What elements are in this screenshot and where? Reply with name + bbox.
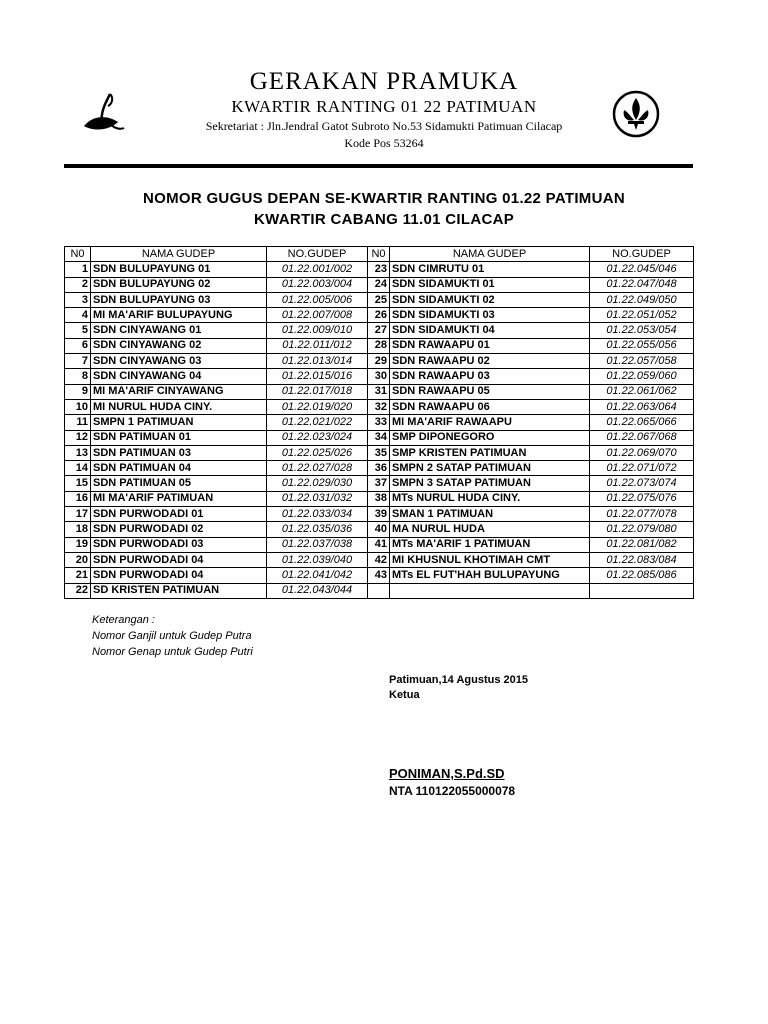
cell-right-name: SMPN 2 SATAP PATIMUAN (390, 461, 590, 476)
cell-left-name: SDN PURWODADI 01 (91, 507, 267, 522)
header-name: NAMA GUDEP (390, 247, 590, 262)
table-row (65, 384, 694, 399)
cell-left-no: 8 (65, 369, 91, 384)
signatory-name: PONIMAN,S.Pd.SD (389, 766, 505, 781)
cell-right-code: 01.22.047/048 (590, 277, 694, 292)
cell-right-no: 35 (368, 445, 390, 460)
table-row (65, 323, 694, 338)
cell-left-code: 01.22.013/014 (267, 354, 368, 369)
table-row (65, 552, 694, 567)
cell-right-code: 01.22.055/056 (590, 338, 694, 353)
cell-right-name: SDN RAWAAPU 03 (390, 369, 590, 384)
cell-left-name: SDN BULUPAYUNG 01 (91, 262, 267, 277)
cell-left-no: 9 (65, 384, 91, 399)
header-no: N0 (65, 247, 91, 262)
cell-left-code: 01.22.011/012 (267, 338, 368, 353)
table-row (65, 292, 694, 307)
cell-right-code: 01.22.057/058 (590, 354, 694, 369)
cell-right-name: MI MA'ARIF RAWAAPU (390, 415, 590, 430)
cell-right-code (590, 583, 694, 598)
cell-left-code: 01.22.029/030 (267, 476, 368, 491)
cell-left-name: SDN BULUPAYUNG 03 (91, 292, 267, 307)
cell-left-no: 18 (65, 522, 91, 537)
notes (92, 612, 253, 660)
cell-left-name: SDN PURWODADI 04 (91, 552, 267, 567)
cell-right-name: MTs NURUL HUDA CINY. (390, 491, 590, 506)
cell-left-name: SDN CINYAWANG 04 (91, 369, 267, 384)
cell-left-code: 01.22.039/040 (267, 552, 368, 567)
cell-right-name: SMAN 1 PATIMUAN (390, 507, 590, 522)
cell-right-name: SDN CIMRUTU 01 (390, 262, 590, 277)
cell-left-no: 14 (65, 461, 91, 476)
cell-right-no: 33 (368, 415, 390, 430)
cell-right-name: SDN RAWAAPU 05 (390, 384, 590, 399)
cell-right-no: 31 (368, 384, 390, 399)
scout-emblem-icon (612, 90, 660, 143)
cell-right-name: SDN SIDAMUKTI 02 (390, 292, 590, 307)
cell-right-name: SDN SIDAMUKTI 01 (390, 277, 590, 292)
cell-left-no: 21 (65, 568, 91, 583)
signatory-nta: NTA 110122055000078 (389, 784, 516, 798)
cell-right-name: MTs MA'ARIF 1 PATIMUAN (390, 537, 590, 552)
cell-left-no: 13 (65, 445, 91, 460)
cell-right-no: 41 (368, 537, 390, 552)
cell-right-name: MI KHUSNUL KHOTIMAH CMT (390, 552, 590, 567)
org-postal-code: Kode Pos 53264 (344, 136, 424, 150)
cell-right-no: 36 (368, 461, 390, 476)
cell-right-code: 01.22.081/082 (590, 537, 694, 552)
org-subtitle: KWARTIR RANTING 01 22 PATIMUAN (231, 97, 537, 116)
cell-left-code: 01.22.019/020 (267, 399, 368, 414)
table-row (65, 461, 694, 476)
table-row (65, 568, 694, 583)
cell-right-name: SDN RAWAAPU 02 (390, 354, 590, 369)
cell-left-no: 15 (65, 476, 91, 491)
cell-right-code: 01.22.065/066 (590, 415, 694, 430)
cell-right-name: SMP KRISTEN PATIMUAN (390, 445, 590, 460)
cell-right-code: 01.22.069/070 (590, 445, 694, 460)
cell-right-no: 40 (368, 522, 390, 537)
cell-left-no: 5 (65, 323, 91, 338)
cell-right-no: 32 (368, 399, 390, 414)
table-row (65, 583, 694, 598)
cell-right-code: 01.22.083/084 (590, 552, 694, 567)
cell-left-name: SDN BULUPAYUNG 02 (91, 277, 267, 292)
cell-right-code: 01.22.079/080 (590, 522, 694, 537)
letterhead (0, 60, 768, 170)
cell-left-code: 01.22.043/044 (267, 583, 368, 598)
cell-left-name: MI MA'ARIF BULUPAYUNG (91, 308, 267, 323)
cell-left-name: SDN PATIMUAN 05 (91, 476, 267, 491)
cell-left-name: MI NURUL HUDA CINY. (91, 399, 267, 414)
cell-right-no: 43 (368, 568, 390, 583)
cell-left-code: 01.22.007/008 (267, 308, 368, 323)
document-title-line-2: KWARTIR CABANG 11.01 CILACAP (253, 211, 515, 228)
cell-right-code: 01.22.049/050 (590, 292, 694, 307)
cell-left-no: 19 (65, 537, 91, 552)
cell-right-name: MA NURUL HUDA (390, 522, 590, 537)
cell-right-no: 27 (368, 323, 390, 338)
cell-left-no: 12 (65, 430, 91, 445)
cell-left-code: 01.22.041/042 (267, 568, 368, 583)
cell-left-name: MI MA'ARIF CINYAWANG (91, 384, 267, 399)
cell-left-code: 01.22.001/002 (267, 262, 368, 277)
org-address: Sekretariat : Jln.Jendral Gatot Subroto No.53 Sidamukti Patimuan Cilacap (205, 119, 563, 133)
cell-left-name: SDN PURWODADI 02 (91, 522, 267, 537)
cell-left-name: SDN PURWODADI 04 (91, 568, 267, 583)
cell-right-code: 01.22.063/064 (590, 399, 694, 414)
cell-right-name: SDN SIDAMUKTI 04 (390, 323, 590, 338)
cell-left-name: SDN PURWODADI 03 (91, 537, 267, 552)
cell-right-code: 01.22.061/062 (590, 384, 694, 399)
org-title: GERAKAN PRAMUKA (249, 68, 519, 95)
sign-place-date: Patimuan,14 Agustus 2015 (389, 674, 528, 686)
cell-left-code: 01.22.025/026 (267, 445, 368, 460)
cell-right-code: 01.22.075/076 (590, 491, 694, 506)
cell-right-name: SMPN 3 SATAP PATIMUAN (390, 476, 590, 491)
cell-left-name: SDN PATIMUAN 01 (91, 430, 267, 445)
cell-left-code: 01.22.017/018 (267, 384, 368, 399)
cell-left-code: 01.22.005/006 (267, 292, 368, 307)
cell-left-no: 1 (65, 262, 91, 277)
table-row (65, 338, 694, 353)
cell-left-name: SDN CINYAWANG 03 (91, 354, 267, 369)
gudep-table (64, 246, 694, 599)
cell-left-no: 22 (65, 583, 91, 598)
table-row (65, 415, 694, 430)
cell-left-code: 01.22.033/034 (267, 507, 368, 522)
table-row (65, 354, 694, 369)
header-name: NAMA GUDEP (91, 247, 267, 262)
sign-role: Ketua (389, 689, 420, 701)
cell-right-no: 34 (368, 430, 390, 445)
cell-left-code: 01.22.009/010 (267, 323, 368, 338)
table-row (65, 522, 694, 537)
cell-right-no (368, 583, 390, 598)
cell-left-name: MI MA'ARIF PATIMUAN (91, 491, 267, 506)
table-row (65, 476, 694, 491)
cell-left-code: 01.22.027/028 (267, 461, 368, 476)
table-row (65, 369, 694, 384)
cell-right-no: 37 (368, 476, 390, 491)
cell-right-no: 29 (368, 354, 390, 369)
table-row (65, 399, 694, 414)
cell-left-name: SDN PATIMUAN 03 (91, 445, 267, 460)
cell-left-no: 16 (65, 491, 91, 506)
table-row (65, 507, 694, 522)
cell-left-name: SD KRISTEN PATIMUAN (91, 583, 267, 598)
cell-right-no: 28 (368, 338, 390, 353)
header-code: NO.GUDEP (267, 247, 368, 262)
cell-left-no: 10 (65, 399, 91, 414)
table-row (65, 277, 694, 292)
cell-left-code: 01.22.035/036 (267, 522, 368, 537)
cell-left-code: 01.22.003/004 (267, 277, 368, 292)
cell-right-code: 01.22.085/086 (590, 568, 694, 583)
cell-left-code: 01.22.031/032 (267, 491, 368, 506)
cell-right-name: MTs EL FUT'HAH BULUPAYUNG (390, 568, 590, 583)
header-no: N0 (368, 247, 390, 262)
cell-right-no: 42 (368, 552, 390, 567)
notes-heading: Keterangan : (92, 614, 155, 626)
cell-right-name: SMP DIPONEGORO (390, 430, 590, 445)
table-row (65, 308, 694, 323)
cell-right-code: 01.22.067/068 (590, 430, 694, 445)
notes-line: Nomor Ganjil untuk Gudep Putra (92, 630, 252, 642)
cell-right-name: SDN RAWAAPU 06 (390, 399, 590, 414)
cell-left-code: 01.22.015/016 (267, 369, 368, 384)
cell-left-code: 01.22.023/024 (267, 430, 368, 445)
cell-right-no: 30 (368, 369, 390, 384)
cell-left-code: 01.22.021/022 (267, 415, 368, 430)
cell-left-name: SDN CINYAWANG 01 (91, 323, 267, 338)
cell-right-no: 26 (368, 308, 390, 323)
cell-left-no: 17 (65, 507, 91, 522)
cell-right-code: 01.22.071/072 (590, 461, 694, 476)
cell-left-no: 20 (65, 552, 91, 567)
cell-right-no: 23 (368, 262, 390, 277)
cell-left-no: 7 (65, 354, 91, 369)
cell-right-code: 01.22.053/054 (590, 323, 694, 338)
cell-right-code: 01.22.077/078 (590, 507, 694, 522)
table-row (65, 262, 694, 277)
cell-right-no: 38 (368, 491, 390, 506)
cell-right-no: 24 (368, 277, 390, 292)
cell-left-name: SDN CINYAWANG 02 (91, 338, 267, 353)
cell-right-name: SDN SIDAMUKTI 03 (390, 308, 590, 323)
document-title-line-1: NOMOR GUGUS DEPAN SE-KWARTIR RANTING 01.22 PATIMUAN (143, 190, 625, 207)
notes-line: Nomor Genap untuk Gudep Putri (92, 646, 253, 658)
header-code: NO.GUDEP (590, 247, 694, 262)
cell-right-code: 01.22.045/046 (590, 262, 694, 277)
cell-left-no: 2 (65, 277, 91, 292)
cell-right-no: 25 (368, 292, 390, 307)
cell-right-name: SDN RAWAAPU 01 (390, 338, 590, 353)
cell-left-no: 4 (65, 308, 91, 323)
cell-right-code: 01.22.051/052 (590, 308, 694, 323)
cell-left-no: 11 (65, 415, 91, 430)
cell-right-code: 01.22.073/074 (590, 476, 694, 491)
cell-left-name: SDN PATIMUAN 04 (91, 461, 267, 476)
header-divider (64, 164, 693, 168)
table-row (65, 537, 694, 552)
cell-left-no: 6 (65, 338, 91, 353)
cell-right-code: 01.22.059/060 (590, 369, 694, 384)
cell-left-name: SMPN 1 PATIMUAN (91, 415, 267, 430)
table-body (65, 262, 694, 599)
cell-right-no: 39 (368, 507, 390, 522)
cell-left-no: 3 (65, 292, 91, 307)
table-header-row (65, 247, 694, 262)
table-row (65, 445, 694, 460)
cell-right-name (390, 583, 590, 598)
table-row (65, 430, 694, 445)
cell-left-code: 01.22.037/038 (267, 537, 368, 552)
table-row (65, 491, 694, 506)
